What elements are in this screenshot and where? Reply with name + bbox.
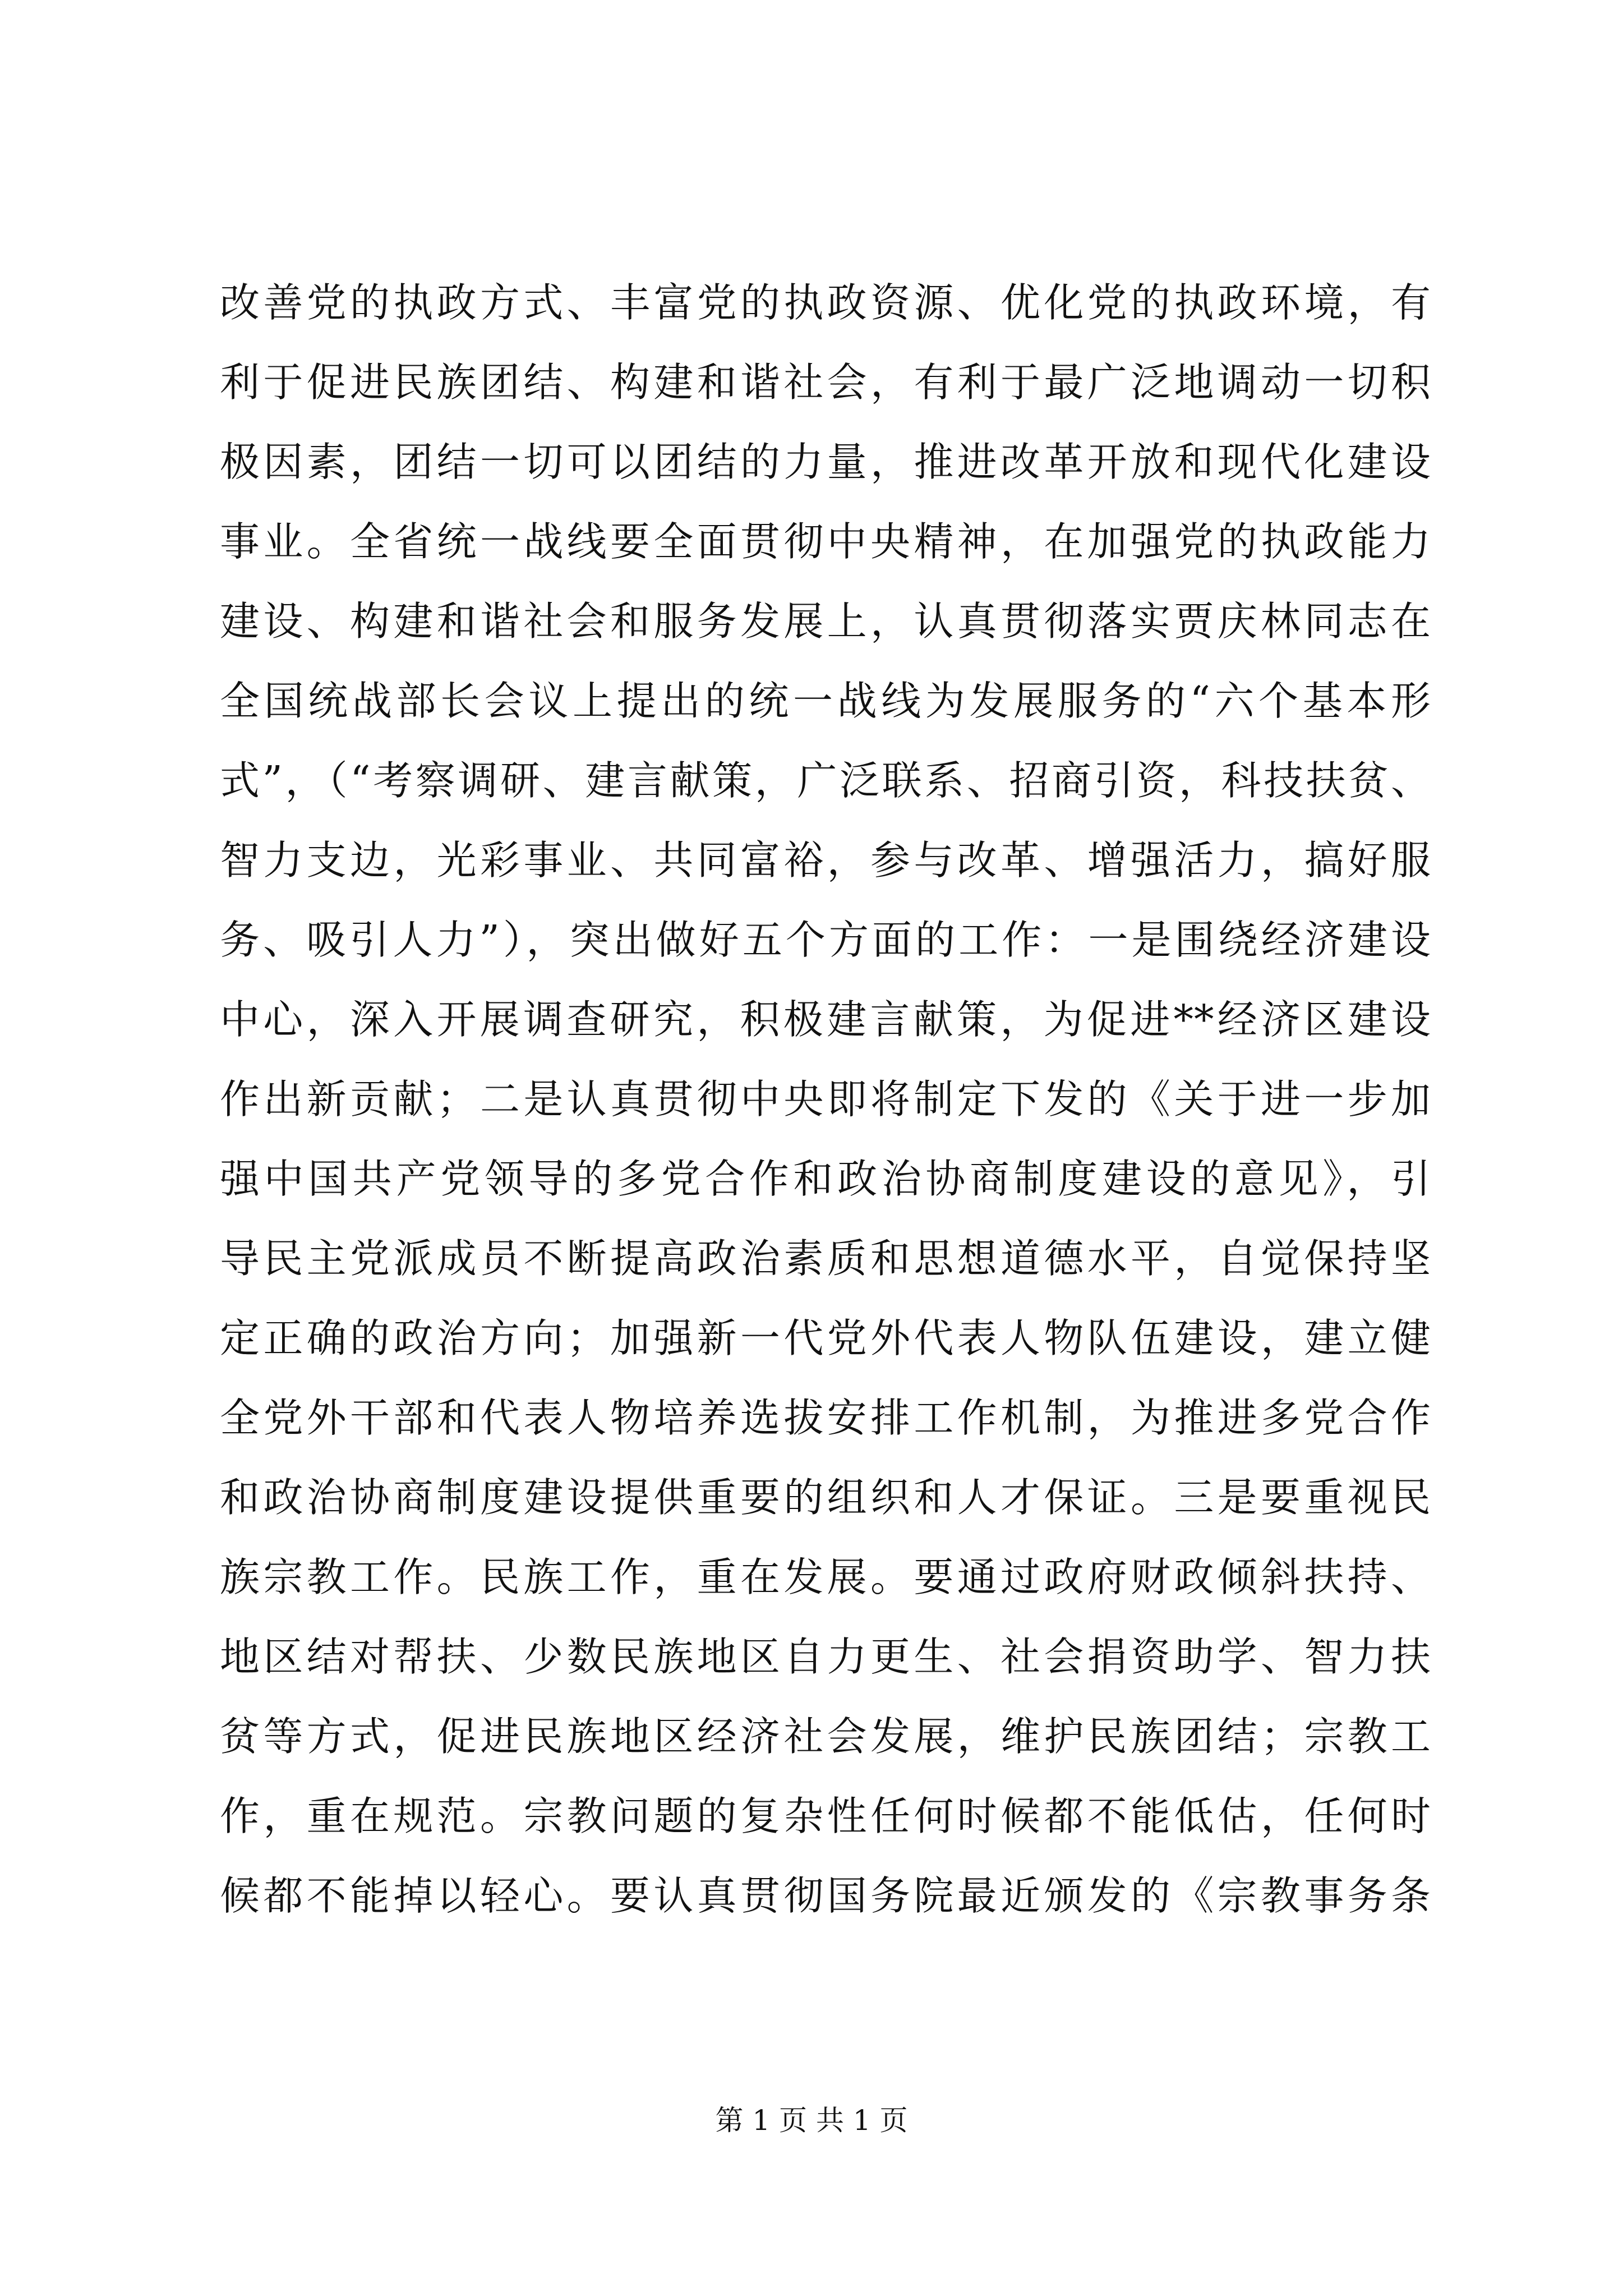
text-line: 全国统战部长会议上提出的统一战线为发展服务的“六个基本形 xyxy=(220,678,1431,724)
text-line: 利于促进民族团结、构建和谐社会，有利于最广泛地调动一切积 xyxy=(220,359,1431,406)
text-line: 强中国共产党领导的多党合作和政治协商制度建设的意见》，引 xyxy=(220,1156,1431,1202)
text-line: 建设、构建和谐社会和服务发展上，认真贯彻落实贾庆林同志在 xyxy=(220,598,1431,645)
text-line: 极因素，团结一切可以团结的力量，推进改革开放和现代化建设 xyxy=(220,439,1431,485)
text-line: 改善党的执政方式、丰富党的执政资源、优化党的执政环境，有 xyxy=(220,279,1431,326)
text-line: 定正确的政治方向；加强新一代党外代表人物队伍建设，建立健 xyxy=(220,1315,1431,1361)
text-line: 事业。全省统一战线要全面贯彻中央精神，在加强党的执政能力 xyxy=(220,518,1431,565)
page-footer: 第 1 页 共 1 页 xyxy=(715,2104,908,2137)
text-line: 族宗教工作。民族工作，重在发展。要通过政府财政倾斜扶持、 xyxy=(220,1554,1431,1600)
text-line: 务、吸引人力”），突出做好五个方面的工作：一是围绕经济建设 xyxy=(220,917,1431,963)
text-line: 全党外干部和代表人物培养选拔安排工作机制，为推进多党合作 xyxy=(220,1395,1431,1441)
text-line: 式”，（“考察调研、建言献策，广泛联系、招商引资，科技扶贫、 xyxy=(220,757,1431,804)
text-line: 地区结对帮扶、少数民族地区自力更生、社会捐资助学、智力扶 xyxy=(220,1634,1431,1680)
text-line: 中心，深入开展调查研究，积极建言献策，为促进**经济区建设 xyxy=(220,996,1431,1043)
text-line: 贫等方式，促进民族地区经济社会发展，维护民族团结；宗教工 xyxy=(220,1713,1431,1760)
text-line: 作出新贡献；二是认真贯彻中央即将制定下发的《关于进一步加 xyxy=(220,1076,1431,1122)
text-line: 导民主党派成员不断提高政治素质和思想道德水平，自觉保持坚 xyxy=(220,1235,1431,1282)
text-line: 和政治协商制度建设提供重要的组织和人才保证。三是要重视民 xyxy=(220,1474,1431,1521)
text-line: 候都不能掉以轻心。要认真贯彻国务院最近颁发的《宗教事务条 xyxy=(220,1872,1431,1919)
text-line: 智力支边，光彩事业、共同富裕，参与改革、增强活力，搞好服 xyxy=(220,837,1431,884)
text-line: 作，重在规范。宗教问题的复杂性任何时候都不能低估，任何时 xyxy=(220,1793,1431,1839)
